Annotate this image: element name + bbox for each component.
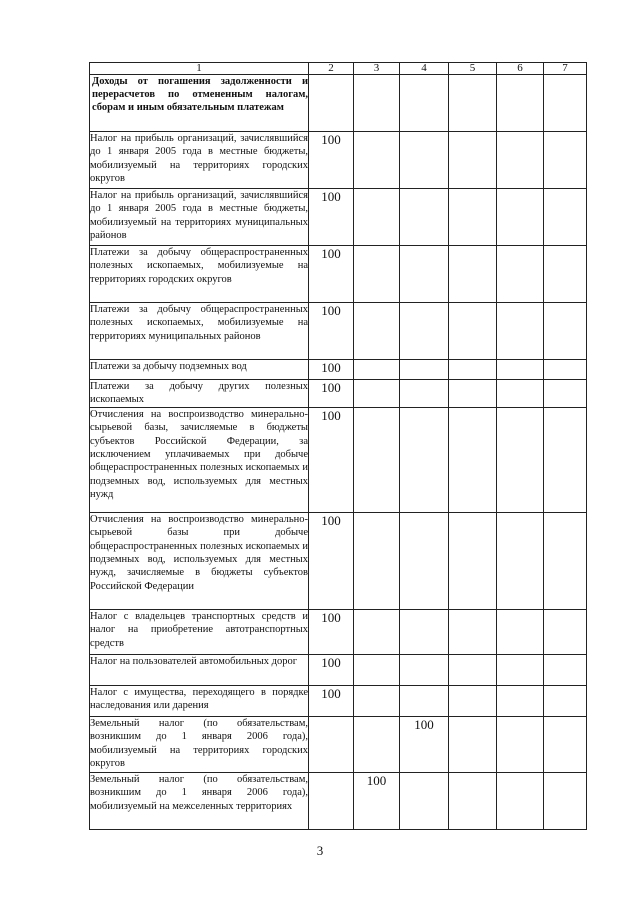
value-cell bbox=[544, 132, 587, 189]
table-row bbox=[90, 360, 587, 380]
value-cell bbox=[497, 246, 544, 303]
value-cell bbox=[544, 246, 587, 303]
value-cell bbox=[449, 609, 497, 654]
value-cell bbox=[497, 609, 544, 654]
value-cell bbox=[400, 132, 449, 189]
value-cell bbox=[400, 654, 449, 685]
column-header: 5 bbox=[449, 63, 497, 75]
value-cell bbox=[400, 303, 449, 360]
table-row bbox=[90, 716, 587, 772]
value-cell bbox=[309, 716, 354, 772]
value-cell: 100 bbox=[309, 512, 354, 609]
table-row bbox=[90, 132, 587, 189]
value-cell bbox=[544, 360, 587, 380]
budget-distribution-table bbox=[89, 62, 587, 830]
table-row bbox=[90, 189, 587, 246]
value-cell bbox=[354, 685, 400, 716]
row-label: Платежи за добычу общераспространенных полезных ископаемых, мобилизуемые на территориях муниципальных районов bbox=[90, 303, 309, 360]
value-cell bbox=[544, 609, 587, 654]
value-cell bbox=[400, 246, 449, 303]
table-body bbox=[90, 75, 587, 830]
value-cell bbox=[449, 360, 497, 380]
value-cell bbox=[400, 512, 449, 609]
value-cell bbox=[449, 685, 497, 716]
table-row bbox=[90, 772, 587, 829]
column-header: 4 bbox=[400, 63, 449, 75]
value-cell bbox=[497, 772, 544, 829]
value-cell bbox=[497, 512, 544, 609]
table-row bbox=[90, 685, 587, 716]
value-cell bbox=[497, 303, 544, 360]
header-row bbox=[90, 63, 587, 75]
value-cell bbox=[400, 685, 449, 716]
value-cell bbox=[449, 512, 497, 609]
value-cell bbox=[354, 189, 400, 246]
value-cell bbox=[497, 407, 544, 512]
value-cell bbox=[497, 716, 544, 772]
value-cell bbox=[449, 716, 497, 772]
value-cell bbox=[400, 772, 449, 829]
value-cell bbox=[449, 654, 497, 685]
value-cell bbox=[354, 75, 400, 132]
value-cell: 100 bbox=[400, 716, 449, 772]
column-header: 6 bbox=[497, 63, 544, 75]
value-cell bbox=[449, 75, 497, 132]
table-row bbox=[90, 512, 587, 609]
row-label: Платежи за добычу подземных вод bbox=[90, 360, 309, 380]
value-cell bbox=[497, 685, 544, 716]
value-cell: 100 bbox=[309, 654, 354, 685]
page-number: 3 bbox=[316, 843, 324, 858]
row-label: Платежи за добычу других полезных ископаемых bbox=[90, 381, 308, 406]
table-row bbox=[90, 246, 587, 303]
value-cell bbox=[354, 132, 400, 189]
row-label: Платежи за добычу общераспространенных полезных ископаемых, мобилизуемые на территориях городских округов bbox=[90, 246, 309, 303]
table-row bbox=[90, 75, 587, 132]
row-label: Налог на пользователей автомобильных дорог bbox=[90, 654, 309, 685]
value-cell bbox=[497, 380, 544, 408]
row-label: Отчисления на воспроизводство минерально-сырьевой базы, зачисляемые в бюджеты субъектов Российской Федерации, за исключением уплачиваемых при добыче общераспространенных полезных ископаемых и подземных вод, используемых для местных нужд bbox=[90, 407, 309, 512]
value-cell bbox=[544, 654, 587, 685]
table-row bbox=[90, 407, 587, 512]
value-cell bbox=[400, 360, 449, 380]
value-cell: 100 bbox=[309, 360, 354, 380]
value-cell bbox=[544, 716, 587, 772]
value-cell bbox=[449, 246, 497, 303]
row-label: Земельный налог (по обязательствам, возникшим до 1 января 2006 года), мобилизуемый на территориях городских округов bbox=[90, 716, 309, 772]
value-cell bbox=[497, 360, 544, 380]
column-header: 7 bbox=[544, 63, 587, 75]
table-row bbox=[90, 380, 587, 408]
value-cell bbox=[449, 772, 497, 829]
value-cell bbox=[449, 380, 497, 408]
value-cell bbox=[544, 189, 587, 246]
value-cell bbox=[544, 512, 587, 609]
value-cell bbox=[354, 512, 400, 609]
value-cell bbox=[449, 189, 497, 246]
value-cell bbox=[544, 685, 587, 716]
value-cell bbox=[400, 609, 449, 654]
table-row bbox=[90, 654, 587, 685]
value-cell bbox=[354, 380, 400, 408]
row-label: Налог с имущества, переходящего в порядке наследования или дарения bbox=[90, 685, 309, 716]
value-cell bbox=[449, 132, 497, 189]
value-cell bbox=[354, 654, 400, 685]
value-cell bbox=[544, 303, 587, 360]
value-cell bbox=[354, 246, 400, 303]
row-label: Отчисления на воспроизводство минерально-сырьевой базы при добыче общераспространенных полезных ископаемых и подземных вод, используемых для местных нужд, зачисляемые в бюджеты субъектов Российской Федерации bbox=[90, 512, 309, 609]
row-label: Налог на прибыль организаций, зачислявшийся до 1 января 2005 года в местные бюджеты, мобилизуемый на территориях муниципальных районов bbox=[90, 189, 309, 246]
value-cell bbox=[309, 75, 354, 132]
value-cell bbox=[400, 380, 449, 408]
value-cell: 100 bbox=[309, 246, 354, 303]
value-cell bbox=[354, 303, 400, 360]
value-cell bbox=[497, 75, 544, 132]
value-cell bbox=[449, 407, 497, 512]
column-header: 1 bbox=[90, 63, 309, 75]
value-cell bbox=[354, 609, 400, 654]
row-label: Налог с владельцев транспортных средств и налог на приобретение автотранспортных средств bbox=[90, 609, 309, 654]
value-cell bbox=[544, 75, 587, 132]
value-cell bbox=[544, 380, 587, 408]
table-row bbox=[90, 609, 587, 654]
value-cell bbox=[354, 360, 400, 380]
value-cell bbox=[544, 772, 587, 829]
value-cell: 100 bbox=[309, 303, 354, 360]
value-cell bbox=[354, 407, 400, 512]
table-row bbox=[90, 303, 587, 360]
value-cell bbox=[309, 772, 354, 829]
column-header: 2 bbox=[309, 63, 354, 75]
value-cell bbox=[400, 407, 449, 512]
value-cell bbox=[354, 716, 400, 772]
value-cell: 100 bbox=[309, 407, 354, 512]
value-cell: 100 bbox=[309, 189, 354, 246]
value-cell bbox=[497, 132, 544, 189]
value-cell bbox=[449, 303, 497, 360]
value-cell: 100 bbox=[309, 132, 354, 189]
value-cell: 100 bbox=[309, 685, 354, 716]
value-cell bbox=[400, 189, 449, 246]
value-cell: 100 bbox=[354, 772, 400, 829]
column-header: 3 bbox=[354, 63, 400, 75]
value-cell: 100 bbox=[309, 380, 354, 408]
value-cell bbox=[400, 75, 449, 132]
row-label: Налог на прибыль организаций, зачислявшийся до 1 января 2005 года в местные бюджеты, мобилизуемый на территориях городских округов bbox=[90, 132, 309, 189]
value-cell bbox=[544, 407, 587, 512]
value-cell: 100 bbox=[309, 609, 354, 654]
value-cell bbox=[497, 189, 544, 246]
value-cell bbox=[497, 654, 544, 685]
row-label: Земельный налог (по обязательствам, возникшим до 1 января 2006 года), мобилизуемый на межселенных территориях bbox=[90, 772, 309, 829]
row-label: Доходы от погашения задолженности и перерасчетов по отмененным налогам, сборам и иным обязательным платежам bbox=[90, 75, 309, 132]
